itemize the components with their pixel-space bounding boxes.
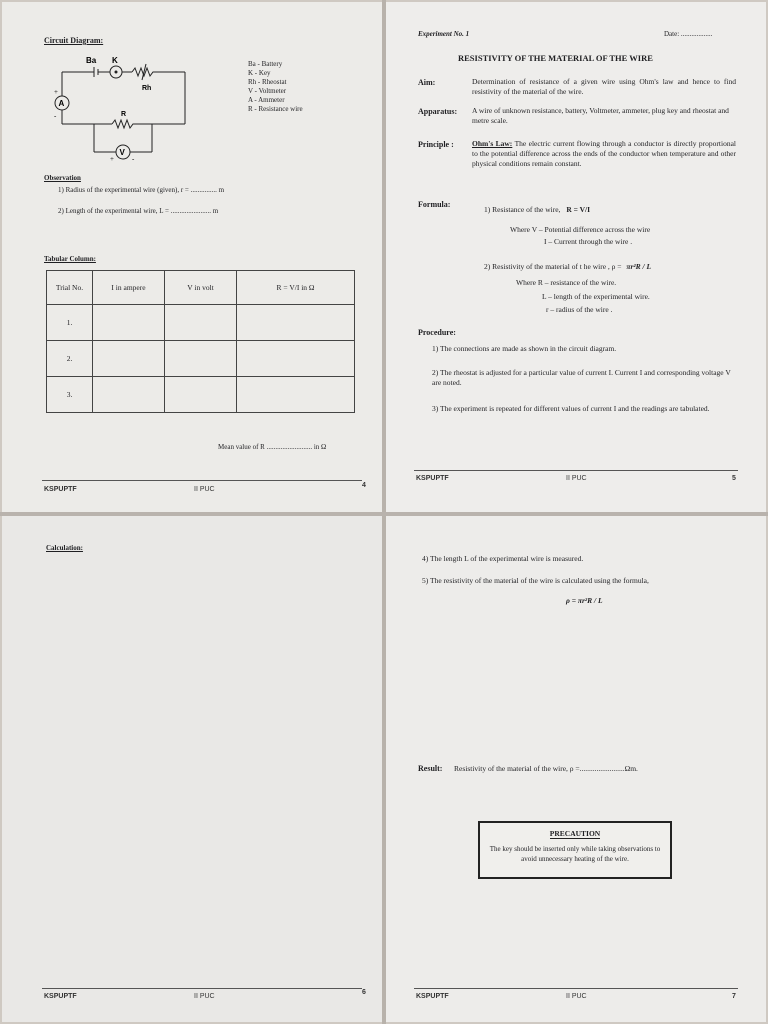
procedure-step-5: 5) The resistivity of the material of the wire is calculated using the formula,	[422, 576, 649, 585]
table-row	[47, 377, 355, 413]
footer-mid: II PUC	[194, 993, 215, 1000]
readings-table	[46, 270, 355, 413]
procedure-label: Procedure:	[418, 328, 456, 337]
calculation-title: Calculation:	[46, 544, 83, 552]
plus-a: +	[54, 88, 58, 96]
principle-text: The electric current flowing through a conductor is directly proportional to the potential difference across the ends of the conductor when temperature and other physical conditions remain constant.	[472, 139, 736, 168]
trial-number: 3.	[47, 377, 93, 413]
precaution-text: The key should be inserted only while taking observations to avoid unnecessary heating of the wire.	[489, 845, 661, 863]
result-label: Result:	[418, 764, 443, 773]
result-text: Resistivity of the material of the wire, ρ =........................Ωm.	[454, 764, 638, 773]
aim-text: Determination of resistance of a given wire using Ohm's law and hence to find resistivity of the material of the wire.	[472, 77, 736, 96]
table-row	[47, 341, 355, 377]
formula-1-text: 1) Resistance of the wire,	[484, 205, 561, 214]
apparatus-label: Apparatus:	[418, 107, 458, 116]
ohms-law-label: Ohm's Law:	[472, 139, 513, 148]
table-row	[47, 305, 355, 341]
aim-label: Aim:	[418, 78, 436, 87]
page-5	[386, 2, 766, 512]
where-r: Where R – resistance of the wire.	[516, 278, 617, 287]
experiment-number: Experiment No. 1	[418, 30, 470, 38]
procedure-step-4: 4) The length L of the experimental wire is measured.	[422, 554, 584, 563]
minus-v: -	[132, 155, 135, 163]
trial-number: 1.	[47, 305, 93, 341]
formula-label: Formula:	[418, 200, 451, 209]
page-6	[2, 516, 382, 1022]
procedure-step: 1) The connections are made as shown in the circuit diagram.	[432, 344, 617, 353]
formula-1-equation: R = V/I	[566, 205, 591, 214]
observation-length: 2) Length of the experimental wire, L = ....................... m	[58, 207, 219, 215]
procedure-step: 2) The rheostat is adjusted for a particular value of current I. Current I and corresponding voltage V are noted.	[432, 368, 731, 387]
footer-left: KSPUPTF	[416, 993, 449, 1000]
date-field: Date: ..................	[664, 30, 713, 38]
procedure-step: 3) The experiment is repeated for different values of current I and the readings are tabulated.	[432, 404, 710, 413]
formula-2-text: 2) Resistivity of the material of t he wire , ρ =	[484, 262, 622, 271]
formula-2-equation: πr²R / L	[626, 262, 652, 271]
tabular-column-title: Tabular Column:	[44, 255, 96, 263]
page-number: 6	[362, 989, 366, 996]
col-resistance: R = V/I in Ω	[237, 271, 355, 305]
legend-item: K - Key	[248, 69, 271, 77]
trial-number: 2.	[47, 341, 93, 377]
label-rh: Rh	[142, 85, 152, 92]
observation-radius: 1) Radius of the experimental wire (given), r = ............... m	[58, 186, 225, 194]
footer-left: KSPUPTF	[44, 486, 77, 493]
formula-1	[484, 205, 590, 215]
where-v: Where V – Potential difference across the wire	[510, 225, 651, 234]
label-ba: Ba	[86, 56, 97, 65]
footer-rule	[42, 988, 362, 989]
circuit-diagram	[42, 48, 202, 166]
label-r: R	[121, 111, 127, 118]
experiment-title: RESISTIVITY OF THE MATERIAL OF THE WIRE	[458, 53, 653, 63]
label-k: K	[112, 56, 118, 65]
voltmeter-icon: V	[119, 148, 125, 157]
where-i: I – Current through the wire .	[544, 237, 633, 246]
page-4	[2, 2, 382, 512]
col-current: I in ampere	[93, 271, 165, 305]
footer-rule	[414, 988, 738, 989]
where-radius: r – radius of the wire .	[546, 305, 613, 314]
resistivity-formula: ρ = πr²R / L	[566, 596, 603, 605]
minus-a: -	[54, 112, 57, 120]
footer-left: KSPUPTF	[44, 993, 77, 1000]
footer-mid: II PUC	[566, 475, 587, 482]
page-7	[386, 516, 766, 1022]
footer-rule	[414, 470, 738, 471]
legend-item: V - Voltmeter	[248, 87, 287, 95]
apparatus-text: A wire of unknown resistance, battery, Voltmeter, ammeter, plug key and rheostat and metre scale.	[472, 106, 729, 125]
col-voltage: V in volt	[165, 271, 237, 305]
where-l: L – length of the experimental wire.	[542, 292, 650, 301]
footer-rule	[42, 480, 362, 481]
legend-item: Rh - Rheostat	[248, 78, 287, 86]
footer-mid: II PUC	[194, 486, 215, 493]
circuit-diagram-title: Circuit Diagram:	[44, 36, 104, 45]
plus-v: +	[110, 155, 114, 163]
legend	[248, 60, 303, 114]
legend-item: Ba - Battery	[248, 60, 283, 68]
formula-2	[484, 262, 651, 272]
principle-label: Principle :	[418, 140, 454, 149]
col-trial: Trial No.	[47, 271, 93, 305]
page-number: 4	[362, 482, 366, 489]
ammeter-icon: A	[58, 99, 65, 108]
footer-left: KSPUPTF	[416, 475, 449, 482]
precaution-title: PRECAUTION	[549, 829, 601, 838]
footer-mid: II PUC	[566, 993, 587, 1000]
legend-item: R - Resistance wire	[248, 105, 303, 113]
page-number: 7	[732, 993, 736, 1000]
observation-title: Observation	[44, 174, 81, 182]
legend-item: A - Ammeter	[248, 96, 285, 104]
precaution-box	[478, 821, 672, 879]
principle-block	[472, 139, 736, 169]
page-number: 5	[732, 475, 736, 482]
mean-value: Mean value of R .......................... in Ω	[218, 443, 327, 451]
